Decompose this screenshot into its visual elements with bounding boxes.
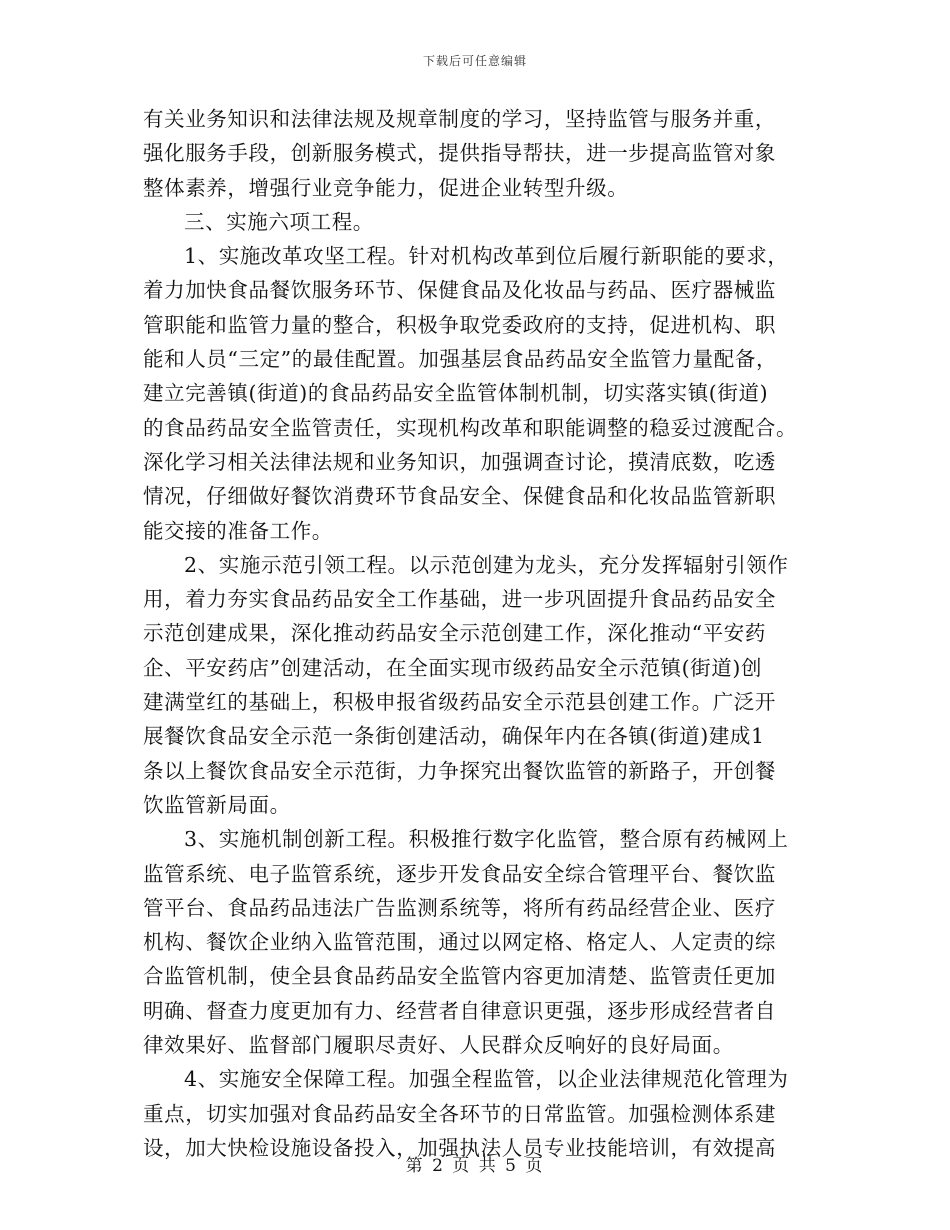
text-line: 用，着力夯实食品药品安全工作基础，进一步巩固提升食品药品安全 [143, 587, 776, 612]
text-line: 1、实施改革攻坚工程。针对机构改革到位后履行新职能的要求， [184, 244, 789, 269]
text-line: 强化服务手段，创新服务模式，提供指导帮扶，进一步提高监管对象 [143, 141, 776, 166]
text-line: 明确、督查力度更加有力、经营者自律意识更强，逐步形成经营者自 [143, 998, 776, 1023]
text-line: 监管系统、电子监管系统，逐步开发食品安全综合管理平台、餐饮监 [143, 861, 776, 886]
text-line: 着力加快食品餐饮服务环节、保健食品及化妆品与药品、医疗器械监 [143, 278, 776, 303]
text-line: 整体素养，增强行业竞争能力，促进企业转型升级。 [143, 175, 629, 200]
text-line: 能和人员“三定”的最佳配置。加强基层食品药品安全监管力量配备， [143, 347, 778, 372]
text-line: 的食品药品安全监管责任，实现机构改革和职能调整的稳妥过渡配合。 [143, 415, 798, 440]
text-line: 建立完善镇(街道)的食品药品安全监管体制机制，切实落实镇(街道) [143, 381, 769, 406]
text-line: 管平台、食品药品违法广告监测系统等，将所有药品经营企业、医疗 [143, 895, 776, 920]
document-body [143, 102, 810, 1165]
text-line: 深化学习相关法律法规和业务知识，加强调查讨论，摸清底数，吃透 [143, 449, 776, 474]
text-line: 展餐饮食品安全示范一条街创建活动，确保年内在各镇(街道)建成1 [143, 724, 765, 749]
header-note: 下载后可任意编辑 [422, 54, 527, 68]
text-line: 管职能和监管力量的整合，积极争取党委政府的支持，促进机构、职 [143, 312, 776, 337]
text-line: 饮监管新局面。 [143, 792, 291, 817]
text-line: 条以上餐饮食品安全示范街，力争探究出餐饮监管的新路子，开创餐 [143, 758, 776, 783]
text-line: 机构、餐饮企业纳入监管范围，通过以网定格、格定人、人定责的综 [143, 930, 776, 955]
text-line: 情况，仔细做好餐饮消费环节食品安全、保健食品和化妆品监管新职 [143, 484, 776, 509]
text-line: 三、实施六项工程。 [184, 209, 374, 234]
text-line: 律效果好、监督部门履职尽责好、人民群众反响好的良好局面。 [143, 1033, 734, 1058]
text-line: 3、实施机制创新工程。积极推行数字化监管，整合原有药械网上 [184, 827, 789, 852]
page-number-footer: 第 2 页 共 5 页 [405, 1156, 545, 1176]
text-line: 设，加大快检设施设备投入，加强执法人员专业技能培训，有效提高 [143, 1135, 776, 1160]
text-line: 有关业务知识和法律法规及规章制度的学习，坚持监管与服务并重， [143, 107, 776, 131]
text-line: 示范创建成果，深化推动药品安全示范创建工作，深化推动“平安药 [143, 621, 766, 646]
text-line: 重点，切实加强对食品药品安全各环节的日常监管。加强检测体系建 [143, 1101, 776, 1126]
text-line: 合监管机制，使全县食品药品安全监管内容更加清楚、监管责任更加 [143, 964, 776, 989]
text-line: 4、实施安全保障工程。加强全程监管，以企业法律规范化管理为 [184, 1067, 789, 1092]
text-line: 建满堂红的基础上，积极申报省级药品安全示范县创建工作。广泛开 [143, 690, 776, 715]
text-line: 企、平安药店”创建活动，在全面实现市级药品安全示范镇(街道)创 [143, 655, 763, 680]
text-line: 能交接的准备工作。 [143, 518, 333, 543]
text-line: 2、实施示范引领工程。以示范创建为龙头，充分发挥辐射引领作 [184, 552, 789, 577]
